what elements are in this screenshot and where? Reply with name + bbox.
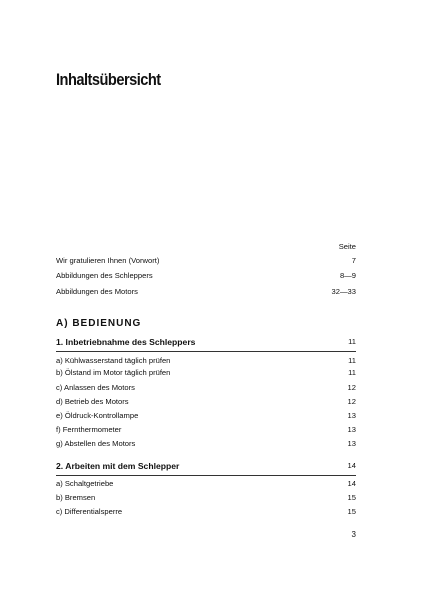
section-1-rule	[56, 351, 356, 352]
toc-subentry	[56, 412, 356, 423]
section-heading	[56, 338, 356, 349]
toc-subentry-label: c) Differentialsperre	[56, 507, 123, 516]
toc-subentry-label: d) Betrieb des Motors	[56, 397, 129, 406]
toc-subentry	[56, 440, 356, 451]
toc-subentry	[56, 384, 356, 395]
toc-subentry	[56, 426, 356, 437]
toc-subentry-label: f) Fernthermometer	[56, 425, 122, 434]
toc-entry	[56, 272, 356, 283]
toc-subentry-page: 11	[348, 356, 356, 365]
toc-subentry	[56, 398, 356, 409]
part-a-heading: A) BEDIENUNG	[56, 318, 142, 329]
toc-subentry-page: 11	[348, 368, 356, 377]
toc-subentry-page: 12	[347, 383, 356, 392]
section-heading-page: 11	[348, 337, 356, 346]
section-2-rule	[56, 475, 356, 476]
toc-subentry-label: e) Öldruck-Kontrollampe	[56, 411, 139, 420]
toc-subentry	[56, 357, 356, 368]
section-heading	[56, 462, 356, 473]
toc-entry	[56, 288, 356, 299]
toc-subentry-page: 13	[347, 425, 356, 434]
section-heading-label: 1. Inbetriebnahme des Schleppers	[56, 337, 196, 347]
toc-subentry	[56, 480, 356, 491]
toc-subentry-label: c) Anlassen des Motors	[56, 383, 135, 392]
toc-subentry-page: 13	[347, 411, 356, 420]
toc-entry	[56, 257, 356, 268]
toc-subentry-label: b) Ölstand im Motor täglich prüfen	[56, 368, 171, 377]
toc-entry-label: Wir gratulieren Ihnen (Vorwort)	[56, 256, 160, 265]
toc-entry-label: Abbildungen des Motors	[56, 287, 138, 296]
toc-subentry	[56, 508, 356, 519]
toc-entry-page: 32—33	[331, 287, 356, 296]
page-title: Inhaltsübersicht	[56, 70, 161, 89]
toc-subentry-page: 13	[347, 439, 356, 448]
section-heading-label: 2. Arbeiten mit dem Schlepper	[56, 461, 180, 471]
section-heading-page: 14	[347, 461, 356, 470]
toc-entry-page: 7	[351, 256, 356, 265]
toc-subentry	[56, 369, 356, 380]
toc-entry-page: 8—9	[339, 271, 356, 280]
toc-entry-label: Abbildungen des Schleppers	[56, 271, 153, 280]
toc-subentry-label: g) Abstellen des Motors	[56, 439, 136, 448]
toc-subentry-label: a) Schaltgetriebe	[56, 479, 114, 488]
toc-subentry-page: 12	[347, 397, 356, 406]
toc-subentry-label: a) Kühlwasserstand täglich prüfen	[56, 356, 171, 365]
toc-subentry	[56, 494, 356, 505]
toc-subentry-label: b) Bremsen	[56, 493, 96, 502]
page-column-header: Seite	[338, 242, 356, 251]
toc-subentry-page: 15	[347, 507, 356, 516]
toc-subentry-page: 15	[347, 493, 356, 502]
toc-subentry-page: 14	[347, 479, 356, 488]
footer-page-number: 3	[351, 530, 356, 539]
